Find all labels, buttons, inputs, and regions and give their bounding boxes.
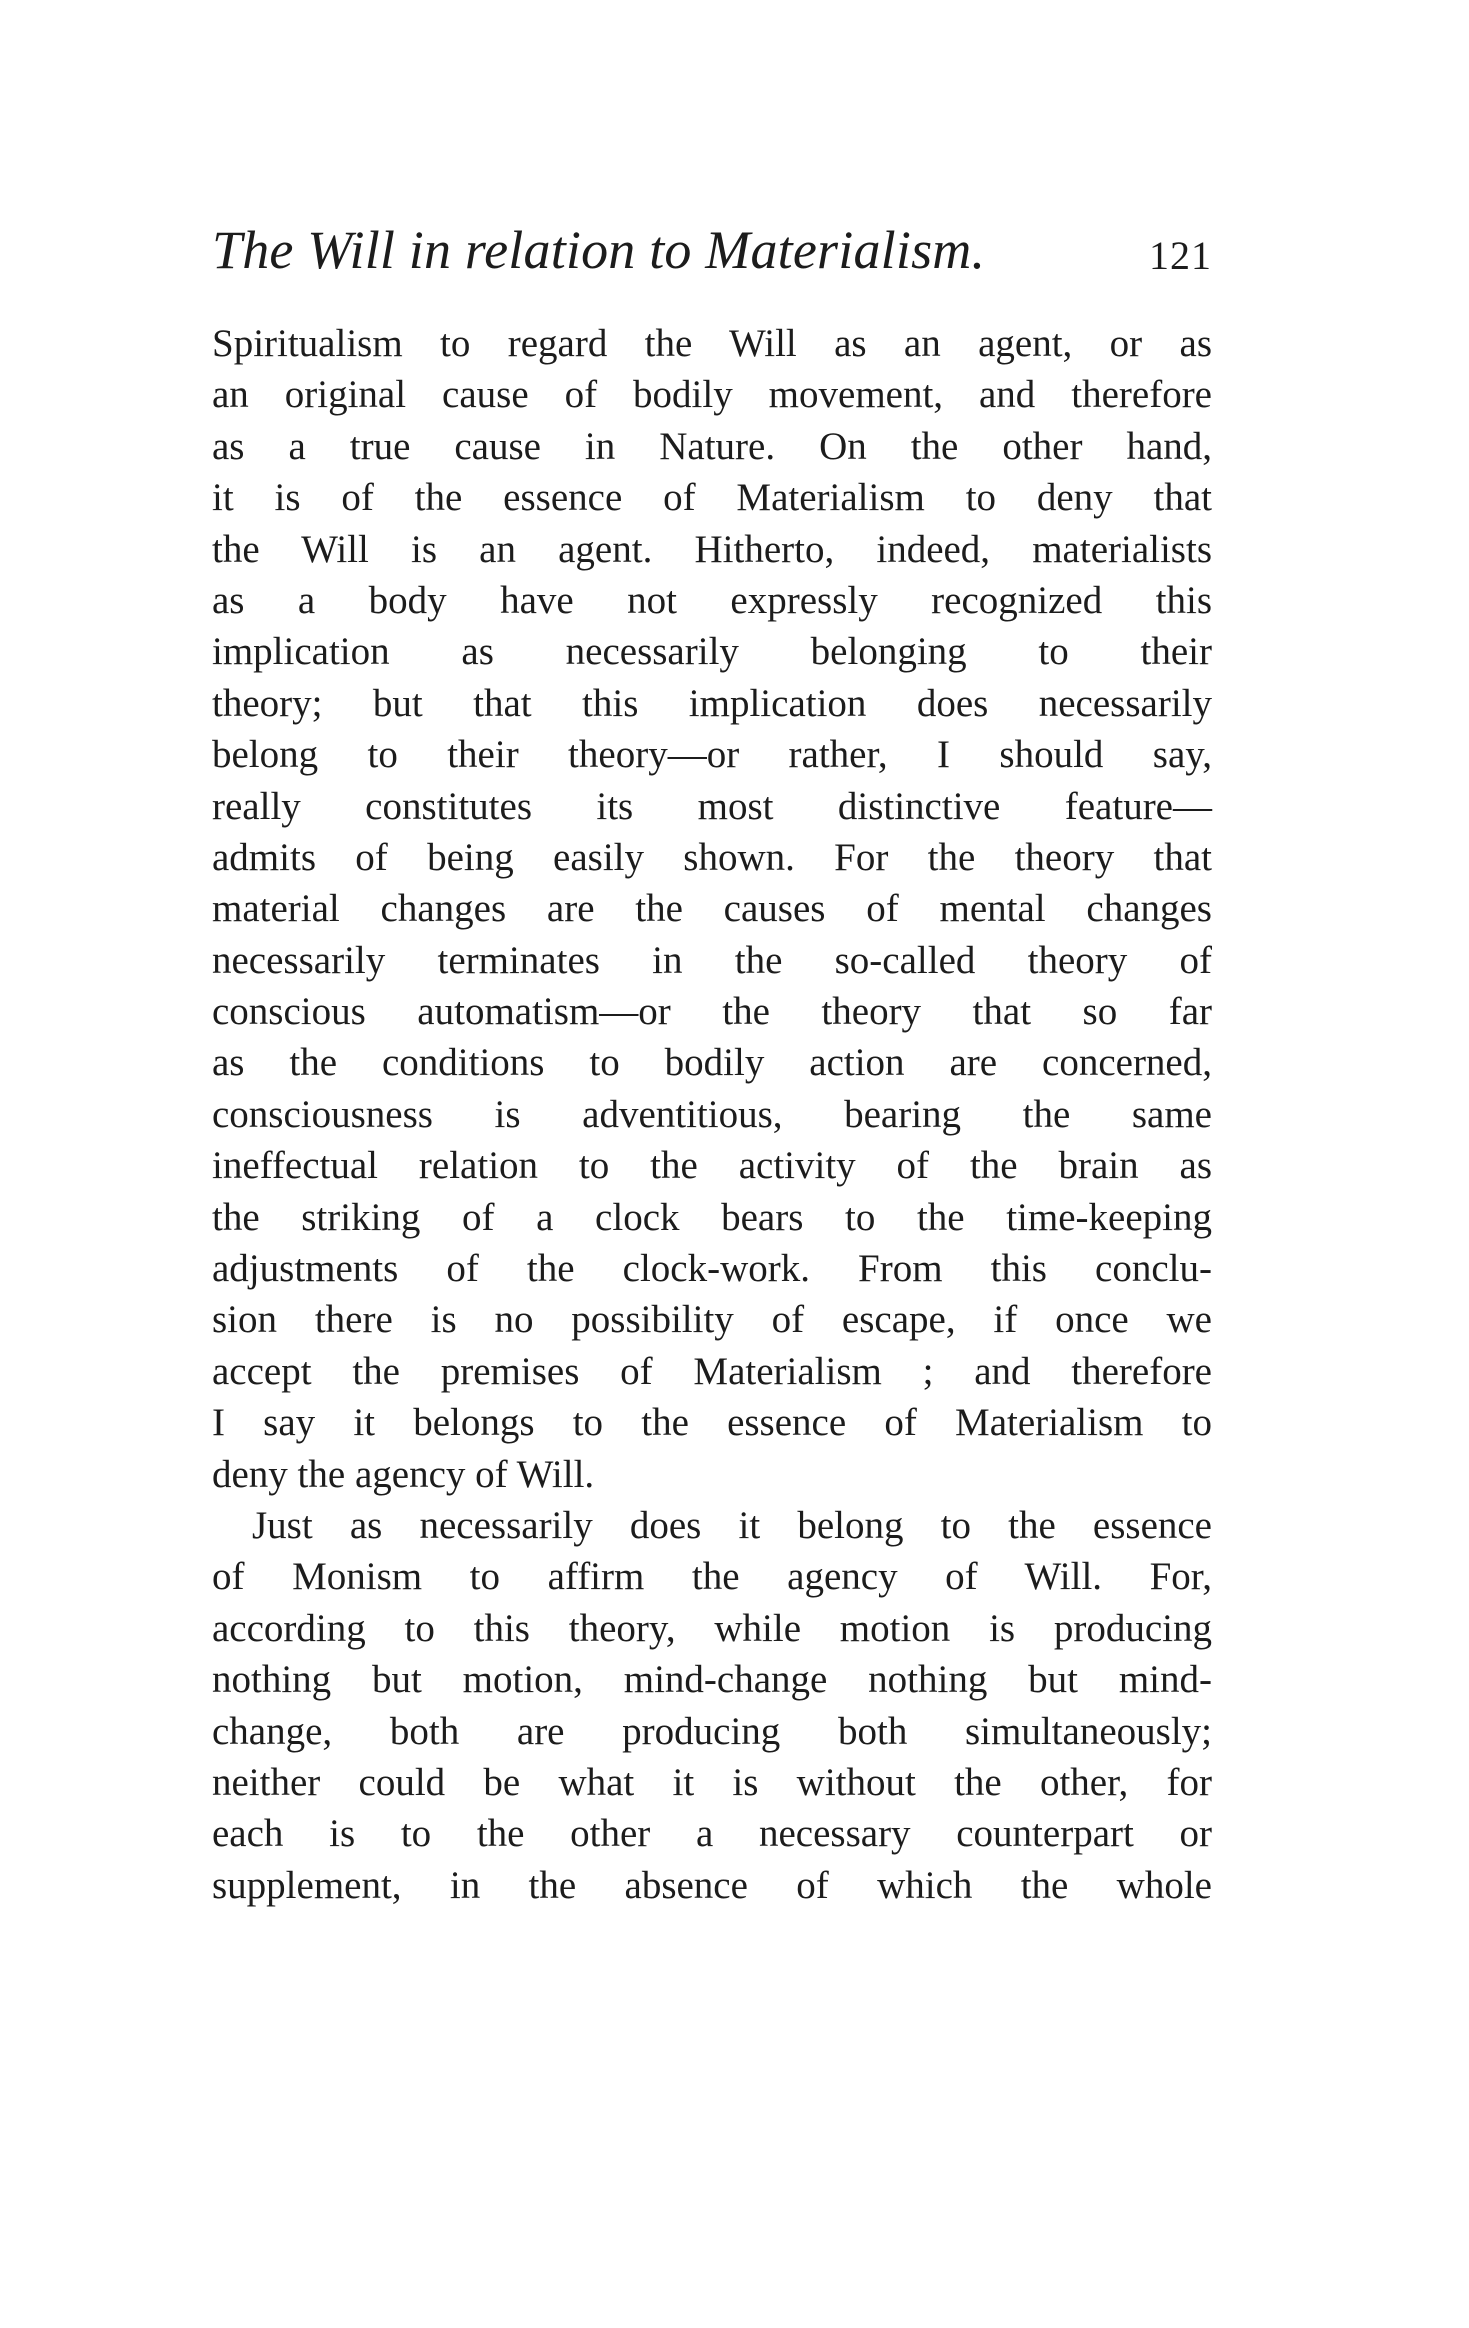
text-line: nothing but motion, mind-change nothing but mind- (212, 1658, 1212, 1702)
text-line: conscious automatism—or the theory that so far (212, 990, 1212, 1034)
page-number: 121 (1149, 233, 1212, 278)
paragraph-2 (212, 1500, 1212, 1911)
text-line: neither could be what it is without the other, for (212, 1760, 1212, 1804)
text-line: according to this theory, while motion is producing (212, 1606, 1212, 1650)
text-line: admits of being easily shown. For the theory that (212, 835, 1212, 879)
text-line: Just as necessarily does it belong to the essence (252, 1503, 1212, 1547)
running-title: The Will in relation to Materialism. (212, 220, 986, 280)
text-line: each is to the other a necessary counterpart or (212, 1812, 1212, 1856)
text-line: I say it belongs to the essence of Materialism to (212, 1401, 1212, 1445)
text-line: implication as necessarily belonging to their (212, 630, 1212, 674)
text-line: of Monism to affirm the agency of Will. For, (212, 1555, 1212, 1599)
paragraph-1 (212, 318, 1212, 1500)
text-line: adjustments of the clock-work. From this conclu- (212, 1247, 1212, 1291)
text-line: ineffectual relation to the activity of the brain as (212, 1144, 1212, 1188)
text-line: Spiritualism to regard the Will as an agent, or as (212, 322, 1212, 365)
text-line: sion there is no possibility of escape, if once we (212, 1298, 1212, 1342)
text-line: material changes are the causes of mental changes (212, 887, 1212, 931)
text-line: as a body have not expressly recognized this (212, 578, 1212, 622)
body-text (212, 318, 1212, 1911)
text-line: the striking of a clock bears to the time-keeping (212, 1195, 1212, 1239)
running-head (212, 220, 1212, 280)
text-line: change, both are producing both simultaneously; (212, 1709, 1212, 1753)
text-line: supplement, in the absence of which the whole (212, 1863, 1212, 1907)
text-line: theory; but that this implication does necessarily (212, 681, 1212, 725)
text-line: an original cause of bodily movement, and therefore (212, 373, 1212, 417)
text-line: deny the agency of Will. (212, 1452, 595, 1496)
text-line: really constitutes its most distinctive feature— (212, 784, 1212, 828)
text-line: as a true cause in Nature. On the other hand, (212, 424, 1212, 468)
text-line: the Will is an agent. Hitherto, indeed, materialists (212, 527, 1212, 571)
text-line: belong to their theory—or rather, I should say, (212, 733, 1212, 777)
text-line: consciousness is adventitious, bearing the same (212, 1092, 1212, 1136)
text-line: it is of the essence of Materialism to deny that (212, 476, 1212, 520)
text-line: necessarily terminates in the so-called theory of (212, 938, 1212, 982)
text-line: as the conditions to bodily action are concerned, (212, 1041, 1212, 1085)
text-line: accept the premises of Materialism ; and therefore (212, 1349, 1212, 1393)
